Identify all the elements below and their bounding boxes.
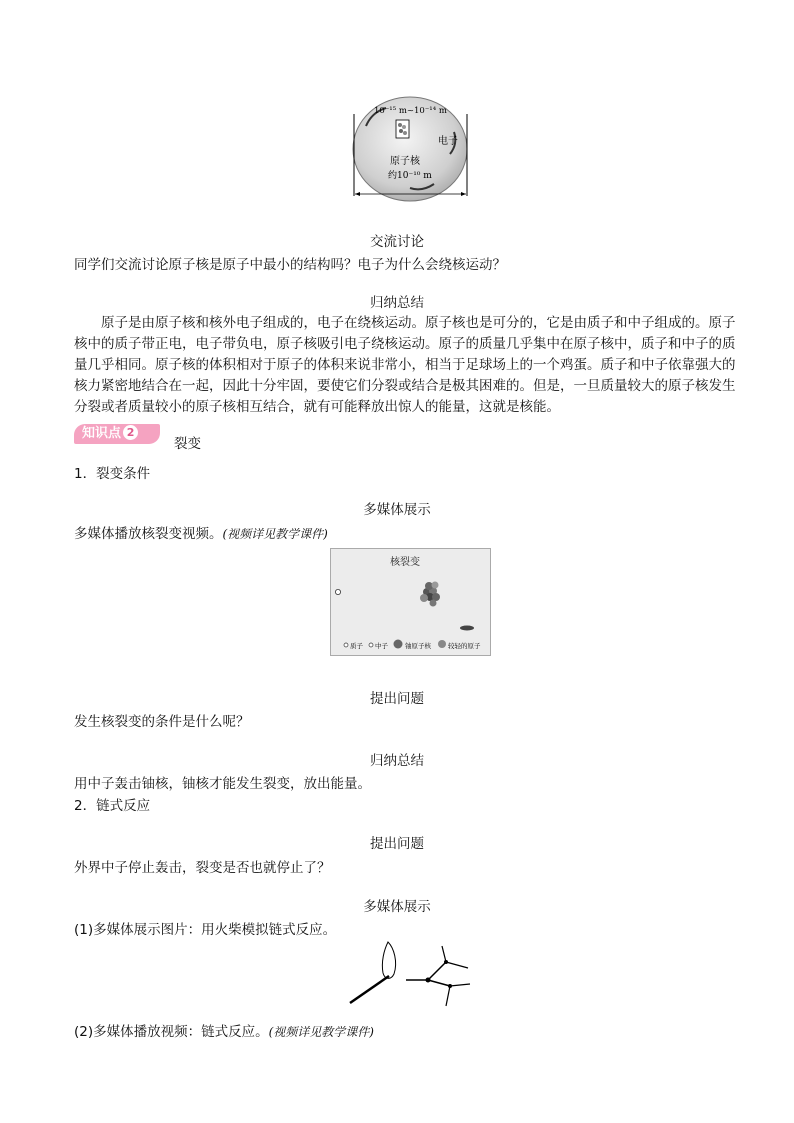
atom-size-label: 约10⁻¹⁰ m <box>388 171 432 181</box>
chain-reaction-title: 2．链式反应 <box>74 798 151 814</box>
fission-figure-title: 核裂变 <box>390 557 420 568</box>
electron-label: 电子 <box>438 136 458 147</box>
legend-neutron: 中子 <box>375 642 388 650</box>
badge-number: 2 <box>123 425 138 440</box>
fission-condition-title: 1．裂变条件 <box>74 466 151 482</box>
atom-structure-figure <box>346 96 476 206</box>
media-text-1: 多媒体播放核裂变视频。(视频详见教学课件) <box>74 526 328 542</box>
nucleus-label: 原子核 <box>390 156 420 167</box>
media-heading-1: 多媒体展示 <box>363 502 431 518</box>
atom-size-range-label: 10⁻¹⁵ m~10⁻¹⁴ m <box>374 106 447 116</box>
discussion-text: 同学们交流讨论原子核是原子中最小的结构吗？电子为什么会绕核运动？ <box>74 257 506 273</box>
question-text-2: 外界中子停止轰击，裂变是否也就停止了？ <box>74 860 331 876</box>
discussion-heading: 交流讨论 <box>370 234 424 250</box>
summary-heading: 归纳总结 <box>370 295 424 311</box>
summary-heading-2: 归纳总结 <box>370 753 424 769</box>
question-heading-2: 提出问题 <box>370 836 424 852</box>
nuclear-fission-figure <box>330 548 491 656</box>
knowledge-point-title: 裂变 <box>174 436 201 452</box>
summary-text: 原子是由原子核和核外电子组成的，电子在绕核运动。原子核也是可分的，它是由质子和中子组成的。原子核中的质子带正电，电子带负电，原子核吸引电子绕核运动。原子的质量几乎集中在原子核中，质子和中子的质量几乎相同。原子核的体积相对于原子的体积来说非常小，相当于足球场上的一个鸡蛋。质子和中子依靠强大的核力紧密地结合在一起，因此十分牢固，要使它们分裂或结合是极其困难的。但是，一旦质量较大的原子核发生分裂或者质量较小的原子核相互结合，就有可能释放出惊人的能量，这就是核能。 <box>74 315 736 415</box>
match-chain-figure <box>346 940 476 1010</box>
question-text-1: 发生核裂变的条件是什么呢？ <box>74 714 250 730</box>
media-heading-2: 多媒体展示 <box>363 899 431 915</box>
legend-proton: 质子 <box>350 642 363 650</box>
summary-text-2: 用中子轰击铀核，铀核才能发生裂变，放出能量。 <box>74 776 371 792</box>
legend-uranium-nucleus: 铀原子核 <box>405 642 431 650</box>
media-item-a: (1)多媒体展示图片：用火柴模拟链式反应。 <box>74 922 337 938</box>
knowledge-point-badge <box>74 424 160 444</box>
legend-lighter-atom: 较轻的原子 <box>448 642 481 650</box>
question-heading-1: 提出问题 <box>370 691 424 707</box>
media-item-b: (2)多媒体播放视频：链式反应。(视频详见教学课件) <box>74 1024 374 1040</box>
badge-label: 知识点 <box>82 426 122 441</box>
